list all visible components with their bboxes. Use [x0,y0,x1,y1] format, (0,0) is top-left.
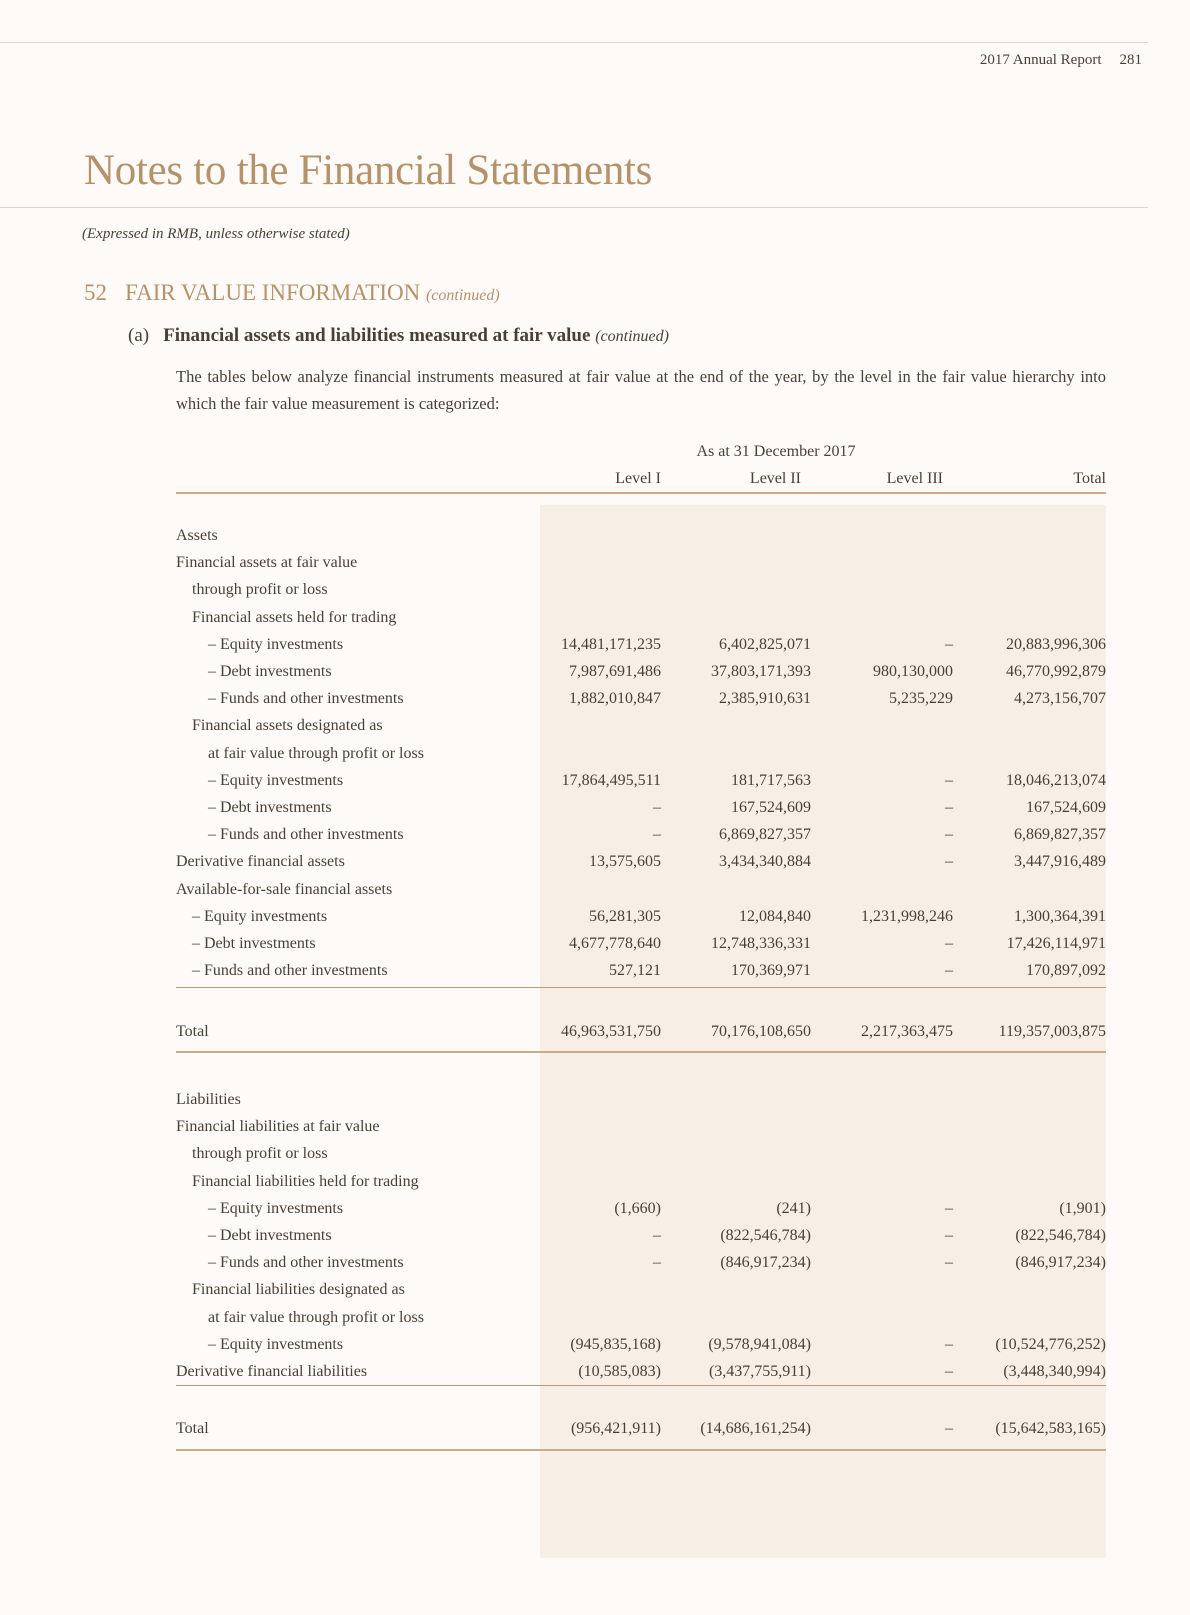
table-row [176,1309,1106,1337]
value-level-1: (945,835,168) [570,1335,661,1353]
value-level-2: (846,917,234) [720,1254,811,1272]
value-total: 1,300,364,391 [1014,907,1106,925]
table-row [176,1254,1106,1282]
row-label: – Equity investments [208,771,344,789]
row-label: – Funds and other investments [208,1254,404,1272]
value-level-2: 6,869,827,357 [719,826,811,844]
table-row [176,745,1106,773]
table-row [176,1363,1106,1391]
value-level-1: 56,281,305 [589,907,661,925]
row-label: – Equity investments [208,1199,344,1217]
value-level-3: – [945,826,953,844]
value-total: (3,448,340,994) [1003,1363,1106,1380]
value-total: (10,524,776,252) [995,1335,1106,1353]
value-level-1: 527,121 [609,962,661,980]
row-label: – Funds and other investments [192,962,388,980]
value-total: 170,897,092 [1026,962,1106,980]
value-total: 6,869,827,357 [1014,826,1106,844]
row-label: Assets [176,527,218,544]
value-total: (15,642,583,165) [995,1420,1106,1437]
row-label: Total [176,1023,209,1040]
section-heading [84,280,500,306]
value-level-1: 17,864,495,511 [561,771,661,789]
value-level-2: 37,803,171,393 [711,663,811,680]
value-level-2: 170,369,971 [731,962,811,980]
row-label: Financial assets designated as [192,717,383,735]
subtotal-rule [176,987,1106,988]
table-row [176,1091,1106,1119]
row-label: through profit or loss [192,581,328,599]
value-total: 20,883,996,306 [1006,635,1106,653]
section-continued: (continued) [425,287,500,304]
subsection-title: Financial assets and liabilities measured at fair value [163,325,591,346]
value-level-1: – [653,1227,661,1244]
value-level-2: (822,546,784) [720,1227,811,1244]
value-total: (1,901) [1059,1199,1106,1217]
value-level-3: – [945,962,953,980]
table-row [176,636,1106,664]
value-total: 4,273,156,707 [1014,690,1106,708]
value-level-3: – [945,1420,953,1437]
value-level-2: 167,524,609 [731,799,811,816]
value-level-1: 1,882,010,847 [569,690,661,708]
value-total: 46,770,992,879 [1006,663,1106,680]
period-header: As at 31 December 2017 [696,443,856,460]
value-level-3: – [945,1254,953,1272]
column-header-level-2: Level II [749,470,801,487]
subsection-heading [128,325,669,347]
row-label: Financial liabilities at fair value [176,1118,380,1136]
value-level-2: (241) [776,1199,811,1217]
top-rule [0,42,1148,43]
section-title: FAIR VALUE INFORMATION [125,280,421,305]
row-label: at fair value through profit or loss [208,744,424,762]
row-label: Derivative financial assets [176,853,345,871]
row-label: Financial assets at fair value [176,554,358,572]
row-label: Total [176,1420,209,1437]
value-level-1: (10,585,083) [578,1363,661,1380]
table-row [176,1200,1106,1228]
row-label: – Equity investments [208,1335,344,1353]
value-level-2: (9,578,941,084) [708,1335,811,1353]
row-label: Financial assets held for trading [192,608,397,626]
liabilities-total-row [176,1420,1106,1448]
intro-paragraph: The tables below analyze financial instruments measured at fair value at the end of the year, by the level in the fair value hierarchy into which the fair value measurement is categorized: [176,367,1106,413]
value-level-3: 1,231,998,246 [861,907,953,925]
table-row [176,527,1106,555]
assets-total-rule [176,1051,1106,1053]
assets-total-row [176,1023,1106,1051]
value-total: 167,524,609 [1026,799,1106,816]
row-label: – Debt investments [208,799,332,816]
value-level-3: – [945,1227,953,1244]
value-level-2: 3,434,340,884 [719,853,811,871]
value-total: 119,357,003,875 [998,1023,1106,1040]
page-number: 281 [1119,52,1142,68]
row-label: – Funds and other investments [208,690,404,708]
value-level-2: 2,385,910,631 [719,690,811,708]
value-level-3: – [945,771,953,789]
value-level-3: 5,235,229 [889,690,953,708]
value-level-1: 46,963,531,750 [561,1023,661,1040]
value-level-2: 6,402,825,071 [719,635,811,653]
page-title: Notes to the Financial Statements [84,147,653,194]
currency-note: (Expressed in RMB, unless otherwise stated) [82,226,350,242]
running-header [980,52,1142,69]
table-row [176,853,1106,881]
row-label: Financial liabilities designated as [192,1281,405,1299]
value-level-2: 70,176,108,650 [711,1023,811,1040]
subsection-letter: (a) [128,325,150,346]
row-label: – Equity investments [208,635,344,653]
row-label: – Debt investments [192,935,316,952]
title-rule [0,207,1148,208]
value-level-3: – [945,935,953,952]
column-headers [176,470,1106,492]
row-label: through profit or loss [192,1145,328,1163]
value-level-3: – [945,853,953,871]
column-header-level-3: Level III [886,470,943,487]
value-level-3: – [945,1363,953,1380]
report-name: 2017 Annual Report [979,52,1102,68]
value-level-1: (1,660) [614,1199,661,1217]
table-row [176,772,1106,800]
subsection-continued: (continued) [595,328,669,345]
value-level-3: – [945,1199,953,1217]
column-header-total: Total [1073,470,1106,487]
column-header-level-1: Level I [615,470,661,487]
value-level-1: (956,421,911) [570,1420,661,1437]
value-level-1: 13,575,605 [589,853,661,871]
table-row [176,609,1106,637]
row-label: Derivative financial liabilities [176,1363,368,1380]
table-row [176,581,1106,609]
table-row [176,1118,1106,1146]
section-number: 52 [84,280,107,305]
value-total: 18,046,213,074 [1006,771,1106,789]
table-row [176,1145,1106,1173]
row-label: – Equity investments [192,907,328,925]
value-level-2: (14,686,161,254) [700,1420,811,1437]
value-level-1: 4,677,778,640 [569,935,661,952]
row-label: Liabilities [176,1091,241,1108]
table-row [176,690,1106,718]
value-level-2: 181,717,563 [731,771,811,789]
value-level-3: 980,130,000 [873,663,953,680]
value-total: (846,917,234) [1015,1254,1106,1272]
value-level-3: 2,217,363,475 [861,1023,953,1040]
table-row [176,1336,1106,1364]
subtotal-rule [176,1385,1106,1386]
value-level-1: 7,987,691,486 [569,663,661,680]
table-row [176,1227,1106,1255]
value-level-1: – [653,799,661,816]
value-total: 17,426,114,971 [1006,935,1106,952]
row-label: Available-for-sale financial assets [176,880,393,898]
table-row [176,1173,1106,1201]
row-label: – Debt investments [208,663,332,680]
value-level-2: (3,437,755,911) [708,1363,811,1380]
value-level-3: – [945,635,953,653]
table-row [176,717,1106,745]
table-row [176,881,1106,909]
value-level-1: – [653,1254,661,1272]
value-total: (822,546,784) [1015,1227,1106,1244]
value-level-3: – [945,799,953,816]
row-label: – Debt investments [208,1227,332,1244]
table-row [176,1281,1106,1309]
table-row [176,554,1106,582]
table-row [176,826,1106,854]
table-row [176,908,1106,936]
header-rule [176,492,1106,494]
value-level-3: – [945,1335,953,1353]
table-row [176,962,1106,990]
liabilities-total-rule [176,1449,1106,1451]
value-level-1: – [653,826,661,844]
value-total: 3,447,916,489 [1014,853,1106,871]
value-level-2: 12,748,336,331 [711,935,811,952]
value-level-1: 14,481,171,235 [561,635,661,653]
row-label: Financial liabilities held for trading [192,1172,419,1190]
row-label: – Funds and other investments [208,826,404,844]
value-level-2: 12,084,840 [739,907,811,925]
table-row [176,663,1106,691]
table-row [176,799,1106,827]
row-label: at fair value through profit or loss [208,1308,424,1326]
table-row [176,935,1106,963]
